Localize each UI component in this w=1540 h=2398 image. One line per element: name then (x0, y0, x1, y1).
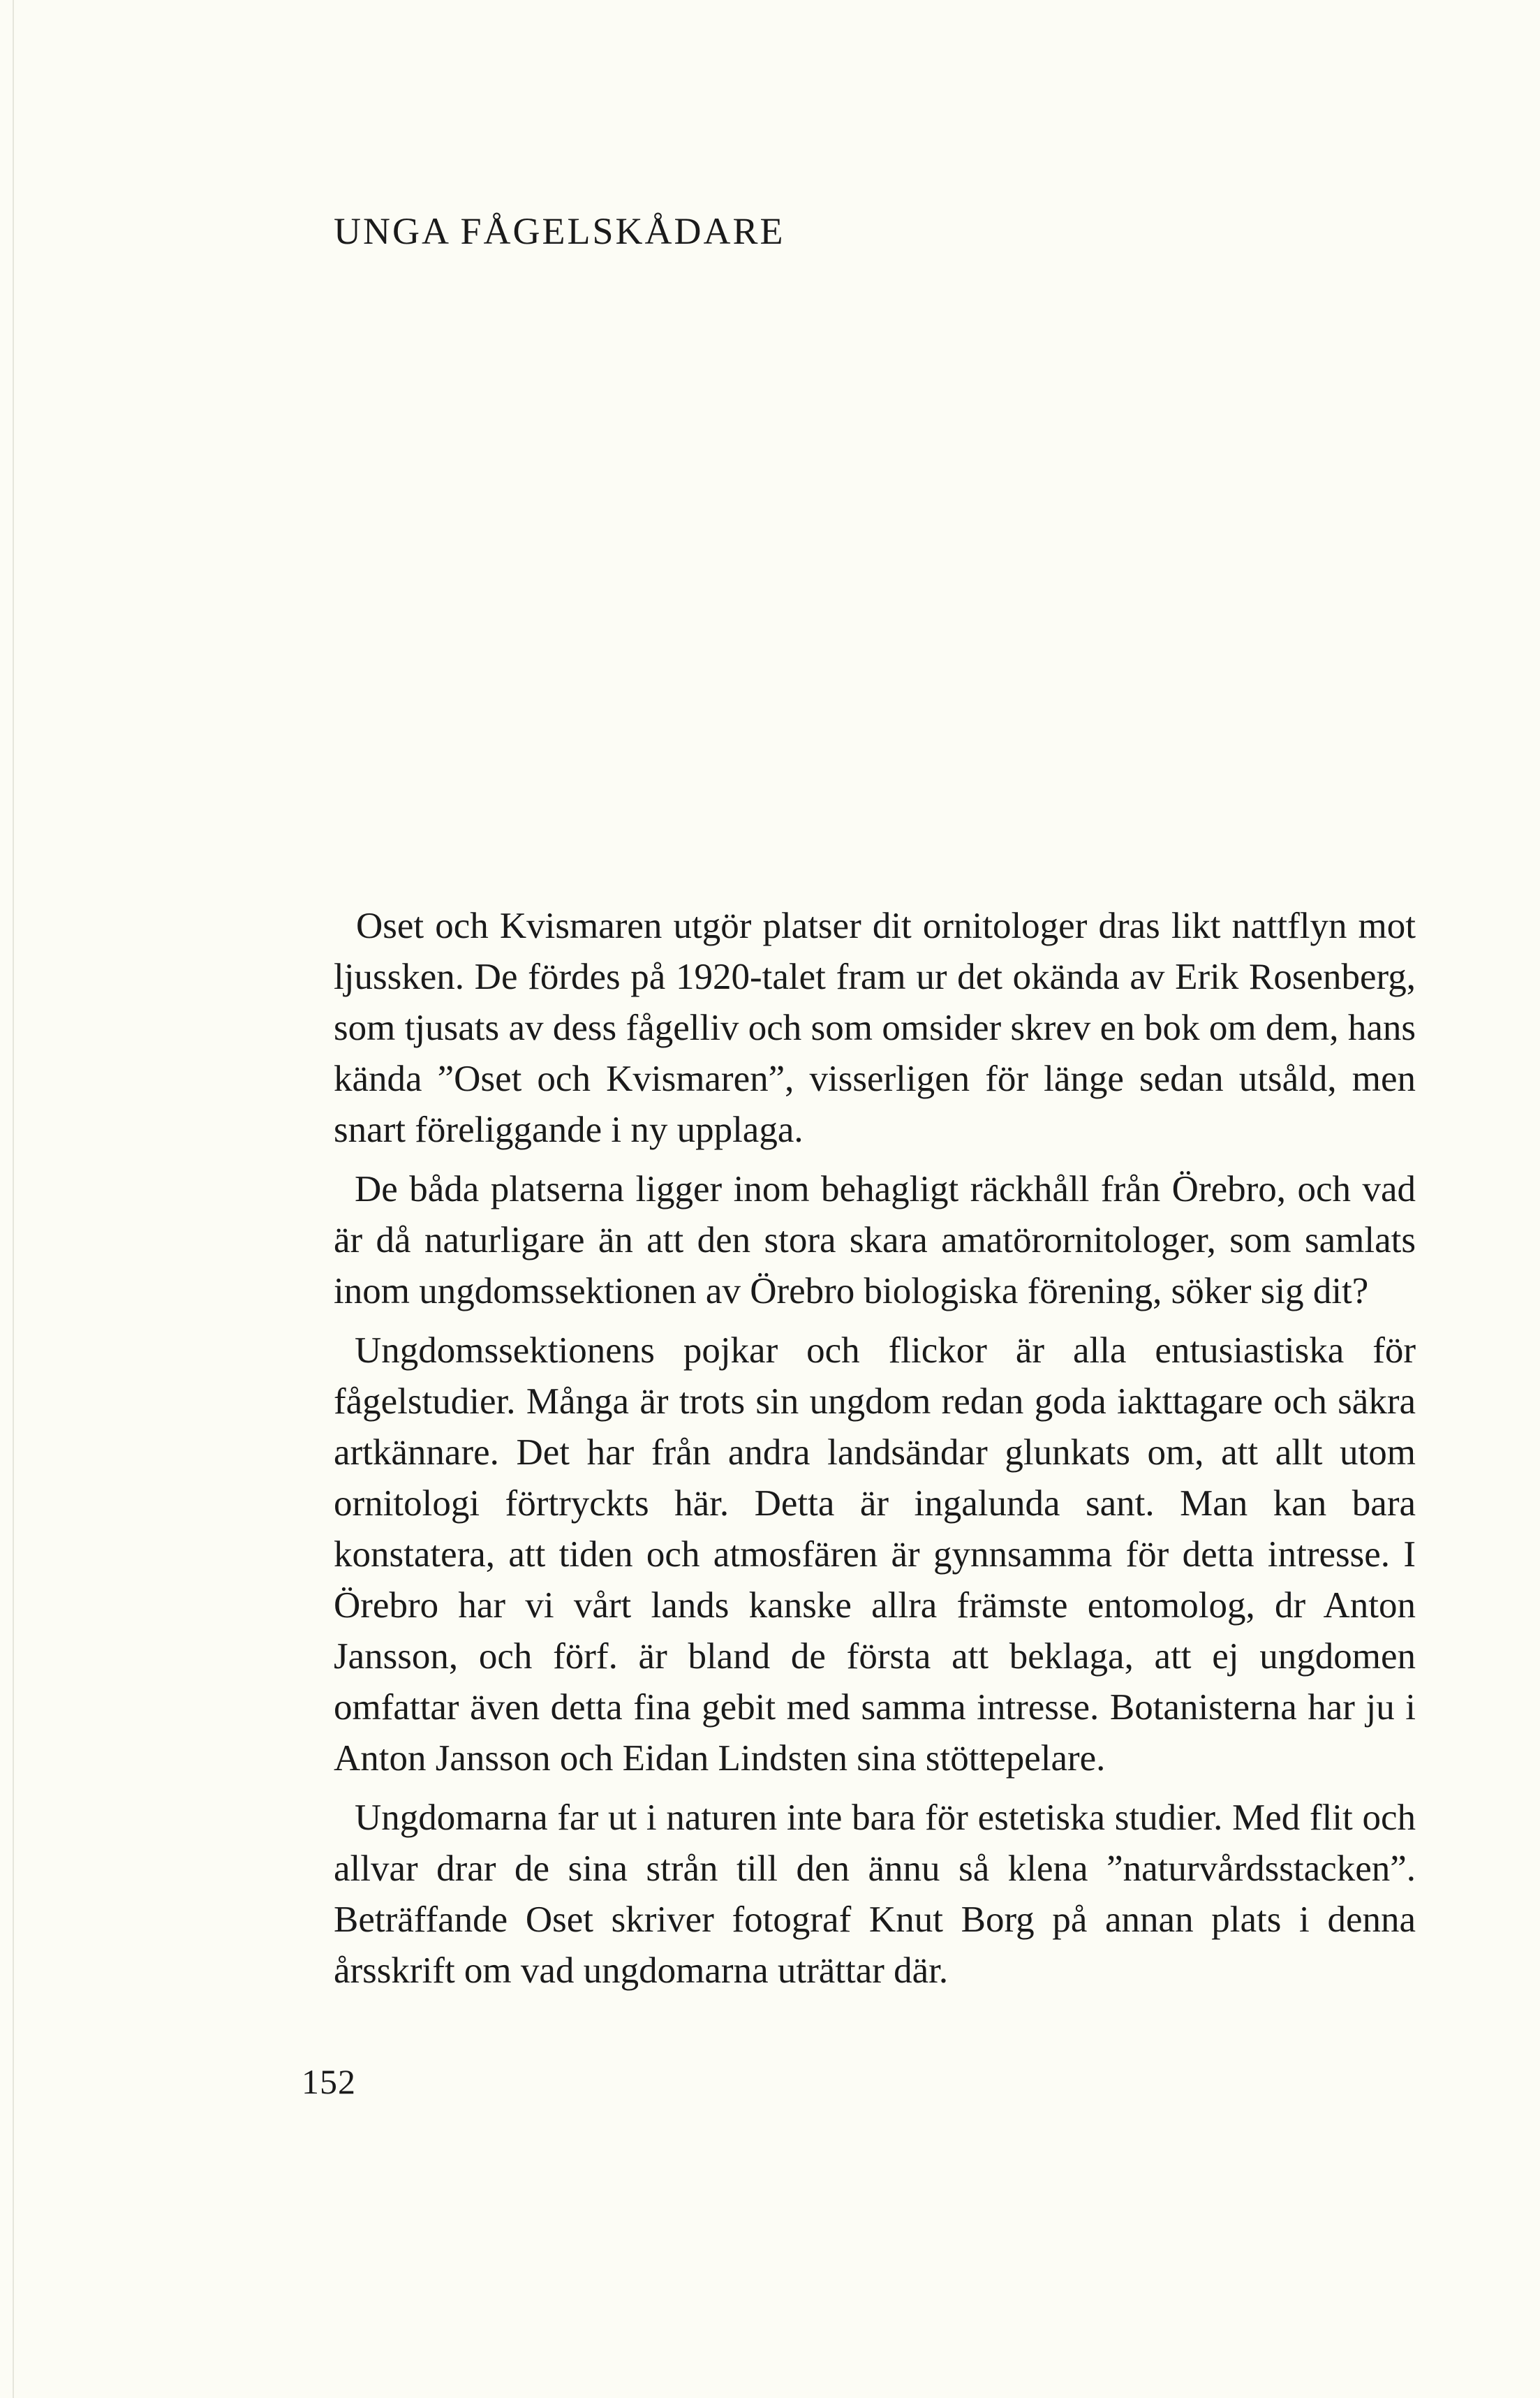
paragraph: De båda platserna ligger inom behagligt räckhåll från Örebro, och vad är då naturligare än att den stora skara amatörornitologer, som samlats inom ungdomssektionen av Örebro biologiska förening, söker sig dit? (334, 1169, 1416, 1311)
body-text (334, 901, 1416, 1996)
page-title: UNGA FÅGELSKÅDARE (334, 210, 785, 252)
page-edge (13, 0, 14, 2398)
paragraph: Ungdomarna far ut i naturen inte bara för estetiska studier. Med flit och allvar drar de sina strån till den ännu så klena ”naturvårdsstacken”. Beträffande Oset skriver fotograf Knut Borg på annan plats i denna årsskrift om vad ungdomarna uträttar där. (334, 1797, 1416, 1991)
paragraph: Ungdomssektionens pojkar och flickor är alla entusiastiska för fågelstudier. Många är trots sin ungdom redan goda iakttagare och säkra artkännare. Det har från andra landsändar glunkats om, att allt utom ornitologi förtryckts här. Detta är ingalunda sant. Man kan bara konstatera, att tiden och atmosfären är gynnsamma för detta intresse. I Örebro har vi vårt lands kanske allra främste entomolog, dr Anton Jansson, och förf. är bland de första att beklaga, att ej ungdomen omfattar även detta fina gebit med samma intresse. Botanisterna har ju i Anton Jansson och Eidan Lindsten sina stöttepelare. (334, 1330, 1416, 1779)
paragraph: Oset och Kvismaren utgör platser dit ornitologer dras likt nattflyn mot ljussken. De fördes på 1920-talet fram ur det okända av Erik Rosenberg, som tjusats av dess fågelliv och som omsider skrev en bok om dem, hans kända ”Oset och Kvismaren”, visserligen för länge sedan utsåld, men snart föreliggande i ny upplaga. (334, 906, 1416, 1150)
page-number: 152 (302, 2062, 356, 2101)
